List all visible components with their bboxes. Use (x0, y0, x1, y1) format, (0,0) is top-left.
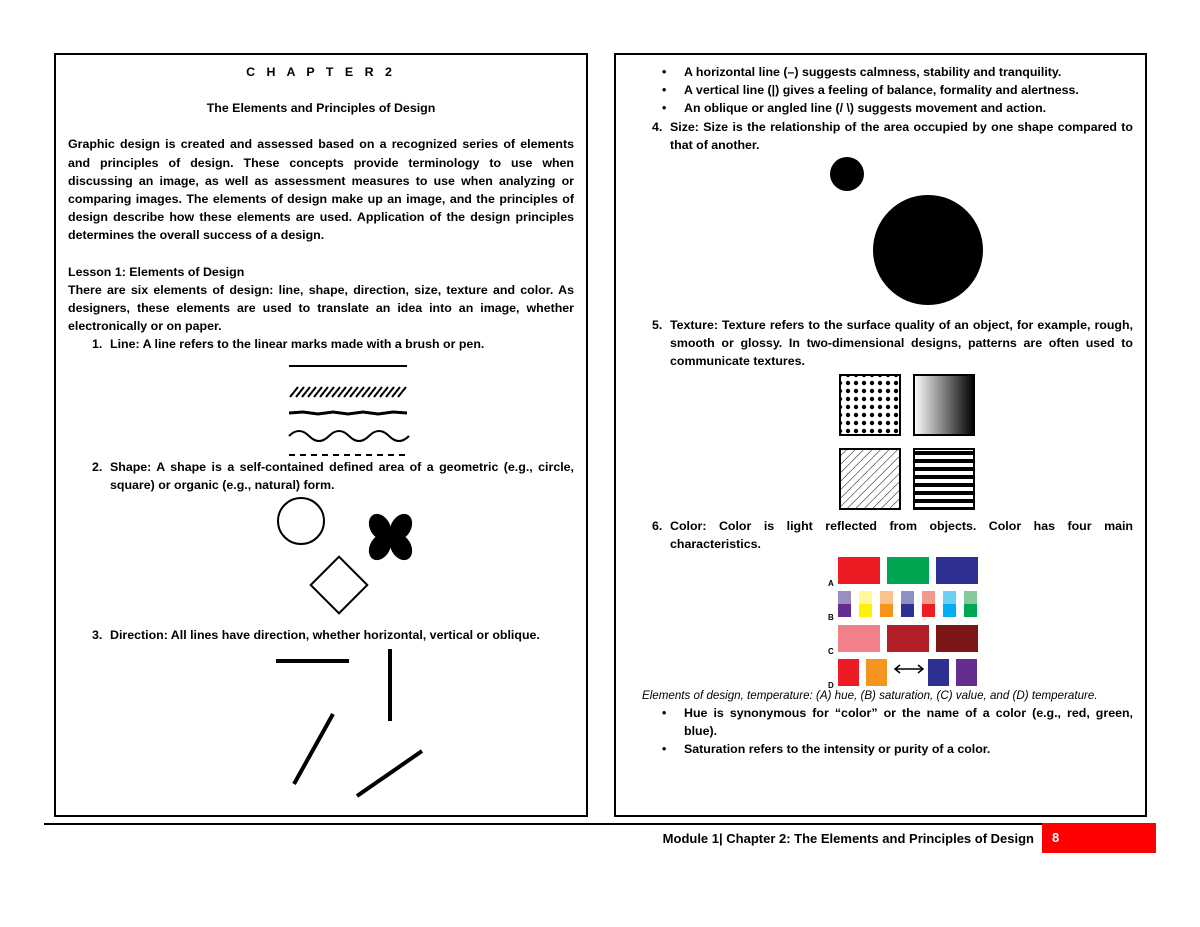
temperature-swatch (838, 659, 859, 686)
gradient-texture (914, 375, 974, 435)
saturation-swatch-light (859, 591, 872, 604)
bullet-text: A vertical line (|) gives a feeling of balance, formality and alertness. (684, 83, 1079, 98)
wavy-line (289, 431, 409, 441)
diamond-shape (311, 557, 368, 614)
item-number: 2. (92, 459, 103, 474)
row-label-a: A (828, 579, 834, 589)
rough-line (289, 412, 407, 414)
item-text: Texture: Texture refers to the surface quality of an object, for example, rough, smooth or glossy. In two-dimensional designs, patterns are often used to communicate textures. (670, 318, 1133, 369)
clover-shape (364, 510, 416, 564)
item-text: Size: Size is the relationship of the area occupied by one shape compared to that of another. (670, 119, 1133, 152)
footer-title: Module 1| Chapter 2: The Elements and Principles of Design (662, 831, 1034, 846)
temperature-swatch (956, 659, 977, 686)
bullet-icon: • (662, 101, 667, 116)
lesson-title: Lesson 1: Elements of Design (68, 264, 245, 279)
bullet-text: Saturation refers to the intensity or purity of a color. (684, 742, 991, 757)
bullet-item (628, 99, 1133, 117)
item-number: 1. (92, 337, 103, 352)
chapter-title: The Elements and Principles of Design (206, 101, 436, 116)
temperature-swatch (866, 659, 887, 686)
saturation-swatch-light (964, 591, 977, 604)
item-texture (628, 316, 1133, 371)
row-label-b: B (828, 613, 834, 623)
right-page-panel (614, 53, 1147, 817)
left-content (68, 63, 574, 804)
saturation-swatch-strong (880, 604, 893, 617)
small-circle (830, 157, 864, 191)
item-number: 5. (652, 318, 663, 333)
bullet-icon: • (662, 706, 667, 721)
hue-swatch (887, 557, 929, 584)
large-circle (873, 195, 983, 305)
value-swatch (887, 625, 929, 652)
page-number-badge: 8 (1042, 823, 1156, 853)
row-label-c: C (828, 647, 834, 657)
direction-examples-figure (68, 644, 578, 804)
saturation-swatch-light (901, 591, 914, 604)
item-number: 3. (92, 628, 103, 643)
item-color (628, 517, 1133, 553)
saturation-swatch-light (838, 591, 851, 604)
hue-swatch (936, 557, 978, 584)
bullet-item (628, 63, 1133, 81)
hatched-line (290, 387, 406, 397)
footer-divider (44, 823, 1156, 825)
item-text: Direction: All lines have direction, whether horizontal, vertical or oblique. (110, 628, 540, 643)
oblique-line-right (357, 751, 422, 796)
line-examples-figure (68, 354, 578, 458)
item-number: 4. (652, 119, 663, 134)
item-text: Line: A line refers to the linear marks made with a brush or pen. (110, 337, 485, 352)
striped-texture (914, 449, 974, 509)
item-number: 6. (652, 518, 663, 533)
bullet-text: Hue is synonymous for “color” or the name of a color (e.g., red, green, blue). (684, 706, 1133, 739)
color-figure-caption: Elements of design, temperature: (A) hue, (B) saturation, (C) value, and (D) temperature. (642, 689, 1098, 703)
temperature-arrow-icon (892, 662, 926, 676)
size-examples-figure (628, 154, 1137, 306)
saturation-swatch-strong (943, 604, 956, 617)
lesson-intro: There are six elements of design: line, shape, direction, size, texture and color. As designers, these elements are used to translate an idea into an image, whether electronically or on paper. (68, 282, 574, 334)
row-label-d: D (828, 681, 834, 691)
shape-examples-figure (68, 494, 578, 616)
bullet-item (628, 704, 1133, 740)
saturation-swatch-light (943, 591, 956, 604)
saturation-swatch-light (880, 591, 893, 604)
color-characteristics-figure (628, 553, 1137, 691)
hatched-texture (840, 449, 900, 509)
saturation-swatch-strong (922, 604, 935, 617)
dotted-texture (840, 375, 900, 435)
left-page-panel (54, 53, 588, 817)
chapter-label: C H A P T E R 2 (246, 65, 396, 79)
saturation-swatch-strong (859, 604, 872, 617)
intro-paragraph: Graphic design is created and assessed based on a recognized series of elements and principles of design. These concepts provide terminology to use when discussing an image, as well as assessment measures to use when analyzing or comparing images. The elements of design make up an image, and the principles of design describe how these elements are used. Application of the design principles determines the overall success of a design. (68, 137, 574, 243)
bullet-item (628, 740, 1133, 758)
bullet-icon: • (662, 83, 667, 98)
value-swatch (936, 625, 978, 652)
item-shape (68, 458, 574, 494)
item-size (628, 118, 1133, 154)
bullet-text: An oblique or angled line (/ \) suggests movement and action. (684, 101, 1047, 116)
bullet-text: A horizontal line (–) suggests calmness, stability and tranquility. (684, 65, 1062, 79)
temperature-swatch (928, 659, 949, 686)
item-line (68, 335, 574, 353)
item-text: Shape: A shape is a self-contained defined area of a geometric (e.g., circle, square) or organic (e.g., natural) form. (110, 459, 574, 492)
bullet-icon: • (662, 65, 667, 79)
circle-shape (278, 498, 324, 544)
saturation-swatch-strong (964, 604, 977, 617)
saturation-swatch-light (922, 591, 935, 604)
texture-examples-figure (628, 371, 1137, 517)
saturation-swatch-strong (901, 604, 914, 617)
bullet-icon: • (662, 742, 667, 757)
hue-swatch (838, 557, 880, 584)
bullet-item (628, 81, 1133, 99)
item-text: Color: Color is light reflected from objects. Color has four main characteristics. (670, 518, 1133, 551)
right-content (628, 63, 1133, 759)
saturation-swatch-strong (838, 604, 851, 617)
oblique-line-left (294, 714, 333, 784)
value-swatch (838, 625, 880, 652)
item-direction (68, 626, 574, 644)
